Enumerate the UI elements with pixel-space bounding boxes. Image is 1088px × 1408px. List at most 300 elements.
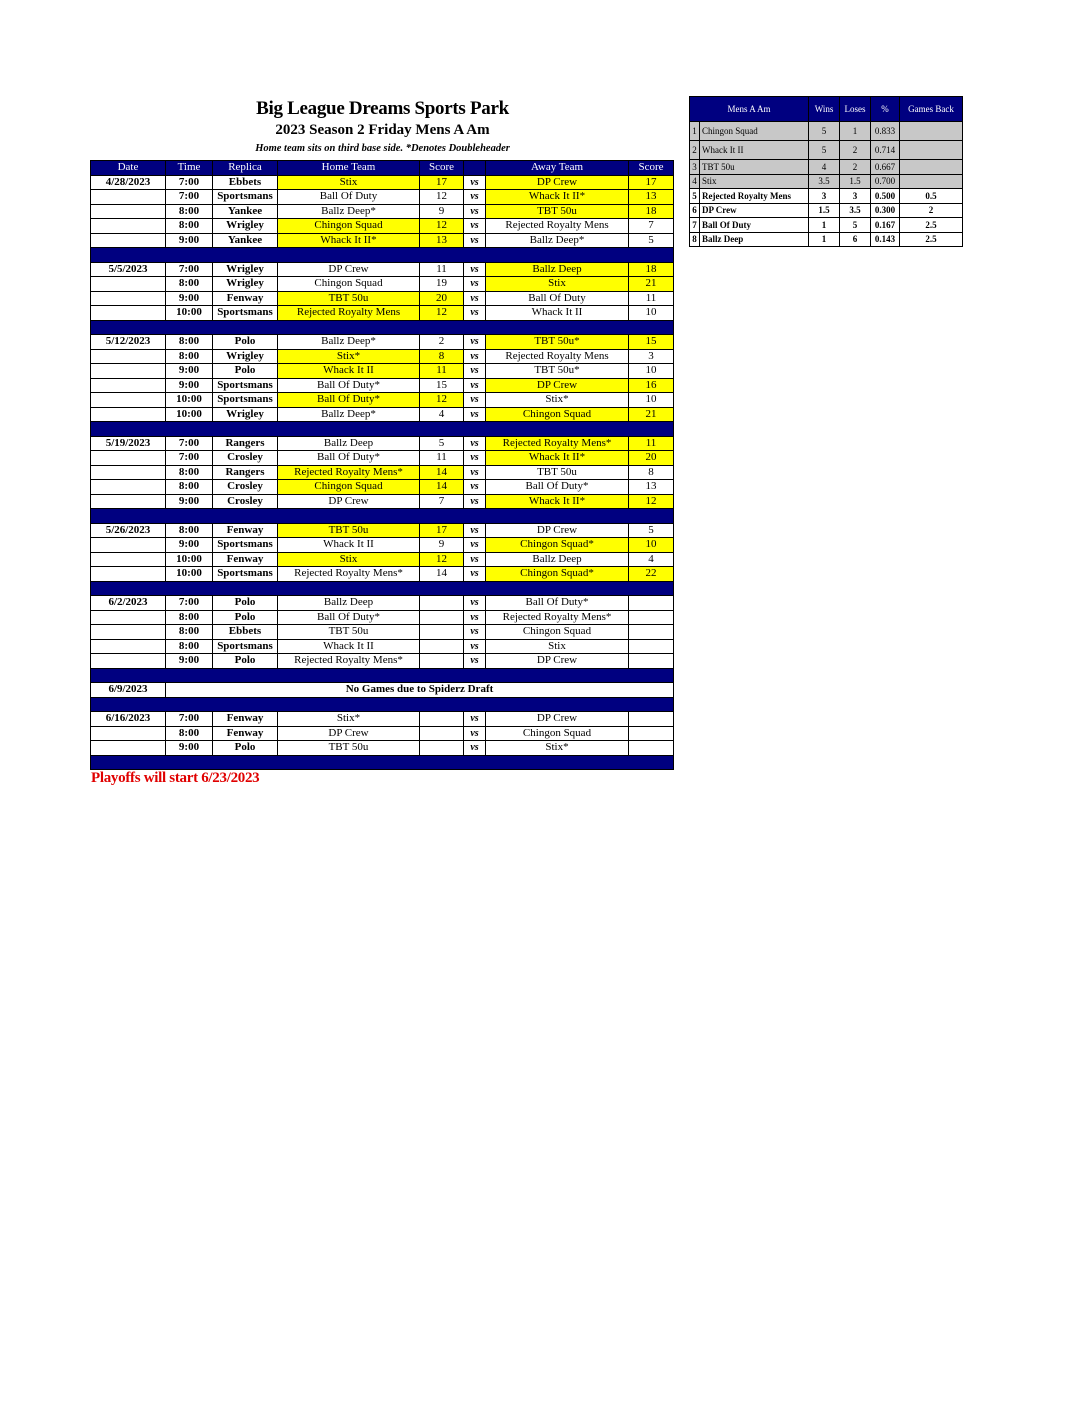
- away-score: 18: [629, 204, 674, 219]
- home-team: Ballz Deep*: [278, 204, 420, 219]
- standings-wins: 1.5: [809, 203, 840, 218]
- vs-label: vs: [464, 523, 486, 538]
- standings-loses: 1.5: [840, 174, 871, 189]
- game-date: [91, 567, 166, 582]
- game-time: 10:00: [166, 552, 213, 567]
- away-team: Rejected Royalty Mens: [486, 219, 629, 234]
- standings-wins: 1: [809, 218, 840, 233]
- standings-header-pct: %: [871, 97, 900, 122]
- home-score: 14: [420, 567, 464, 582]
- home-team: Stix*: [278, 712, 420, 727]
- game-date: [91, 625, 166, 640]
- vs-label: vs: [464, 190, 486, 205]
- away-team: Whack It II*: [486, 451, 629, 466]
- home-team: Rejected Royalty Mens: [278, 306, 420, 321]
- game-date: [91, 654, 166, 669]
- game-time: 7:00: [166, 712, 213, 727]
- game-date: [91, 741, 166, 756]
- vs-label: vs: [464, 219, 486, 234]
- home-score: 12: [420, 190, 464, 205]
- away-team: TBT 50u*: [486, 364, 629, 379]
- game-time: 9:00: [166, 233, 213, 248]
- game-row: [91, 364, 674, 379]
- game-field: Wrigley: [213, 262, 278, 277]
- home-team: Ballz Deep: [278, 596, 420, 611]
- away-score: [629, 654, 674, 669]
- game-row: [91, 306, 674, 321]
- game-row: [91, 436, 674, 451]
- game-time: 7:00: [166, 436, 213, 451]
- home-score: [420, 654, 464, 669]
- away-team: Stix: [486, 277, 629, 292]
- home-score: 14: [420, 480, 464, 495]
- game-date: [91, 349, 166, 364]
- game-field: Crosley: [213, 451, 278, 466]
- home-score: 20: [420, 291, 464, 306]
- game-date: [91, 233, 166, 248]
- away-score: [629, 625, 674, 640]
- away-team: Ballz Deep: [486, 262, 629, 277]
- standings-pct: 0.167: [871, 218, 900, 233]
- away-team: DP Crew: [486, 523, 629, 538]
- game-date: 6/9/2023: [91, 683, 166, 698]
- home-score: 14: [420, 465, 464, 480]
- col-header-home-team: Home Team: [278, 161, 420, 176]
- game-date: 6/16/2023: [91, 712, 166, 727]
- col-header-date: Date: [91, 161, 166, 176]
- game-date: [91, 364, 166, 379]
- game-time: 8:00: [166, 335, 213, 350]
- week-separator: [91, 422, 674, 437]
- away-team: Chingon Squad*: [486, 538, 629, 553]
- away-score: [629, 639, 674, 654]
- away-team: Stix*: [486, 393, 629, 408]
- standings-pct: 0.667: [871, 160, 900, 175]
- vs-label: vs: [464, 726, 486, 741]
- standings-team: DP Crew: [700, 203, 809, 218]
- vs-label: vs: [464, 465, 486, 480]
- game-time: 7:00: [166, 175, 213, 190]
- home-team: Rejected Royalty Mens*: [278, 654, 420, 669]
- home-team: TBT 50u: [278, 741, 420, 756]
- home-team: Ballz Deep*: [278, 335, 420, 350]
- standings-team: TBT 50u: [700, 160, 809, 175]
- away-team: Ball Of Duty*: [486, 480, 629, 495]
- schedule-body: [91, 175, 674, 770]
- vs-label: vs: [464, 378, 486, 393]
- week-separator-bar: [91, 320, 674, 335]
- game-time: 7:00: [166, 262, 213, 277]
- game-field: Rangers: [213, 436, 278, 451]
- page-title: Big League Dreams Sports Park: [256, 98, 509, 119]
- home-team: Chingon Squad: [278, 277, 420, 292]
- home-team: Stix: [278, 175, 420, 190]
- game-row: [91, 480, 674, 495]
- game-field: Yankee: [213, 233, 278, 248]
- week-separator: [91, 697, 674, 712]
- vs-label: vs: [464, 436, 486, 451]
- col-header-replica: Replica: [213, 161, 278, 176]
- home-score: 11: [420, 364, 464, 379]
- game-row: [91, 349, 674, 364]
- away-team: Stix*: [486, 741, 629, 756]
- vs-label: vs: [464, 451, 486, 466]
- game-field: Polo: [213, 610, 278, 625]
- away-score: [629, 712, 674, 727]
- away-score: [629, 726, 674, 741]
- away-score: 21: [629, 407, 674, 422]
- game-time: 8:00: [166, 625, 213, 640]
- game-row: [91, 204, 674, 219]
- game-date: 4/28/2023: [91, 175, 166, 190]
- away-score: 22: [629, 567, 674, 582]
- home-score: 12: [420, 552, 464, 567]
- home-team: Chingon Squad: [278, 219, 420, 234]
- col-header-away-score: Score: [629, 161, 674, 176]
- standings-games-back: [900, 141, 963, 160]
- standings-header-games-back: Games Back: [900, 97, 963, 122]
- standings-team: Whack It II: [700, 141, 809, 160]
- vs-label: vs: [464, 277, 486, 292]
- game-field: Wrigley: [213, 277, 278, 292]
- away-team: Chingon Squad: [486, 726, 629, 741]
- standings-rank: 6: [690, 203, 700, 218]
- game-field: Sportsmans: [213, 393, 278, 408]
- week-separator: [91, 509, 674, 524]
- away-team: Rejected Royalty Mens*: [486, 610, 629, 625]
- week-separator-bar: [91, 509, 674, 524]
- away-score: 18: [629, 262, 674, 277]
- home-score: 12: [420, 219, 464, 234]
- away-score: 11: [629, 436, 674, 451]
- schedule-table: [90, 160, 674, 770]
- standings-games-back: [900, 160, 963, 175]
- home-team: Whack It II*: [278, 233, 420, 248]
- home-team: Stix: [278, 552, 420, 567]
- game-date: [91, 480, 166, 495]
- game-time: 8:00: [166, 277, 213, 292]
- vs-label: vs: [464, 712, 486, 727]
- standings-pct: 0.833: [871, 122, 900, 141]
- vs-label: vs: [464, 654, 486, 669]
- home-score: 11: [420, 451, 464, 466]
- standings-wins: 3.5: [809, 174, 840, 189]
- home-team: DP Crew: [278, 262, 420, 277]
- away-team: Ball Of Duty*: [486, 596, 629, 611]
- vs-label: vs: [464, 639, 486, 654]
- game-row: [91, 378, 674, 393]
- standings-header-wins: Wins: [809, 97, 840, 122]
- game-date: [91, 277, 166, 292]
- game-row: [91, 538, 674, 553]
- standings-team: Rejected Royalty Mens: [700, 189, 809, 204]
- home-team: Stix*: [278, 349, 420, 364]
- home-score: 17: [420, 523, 464, 538]
- game-row: [91, 523, 674, 538]
- standings-header-row: [690, 97, 963, 122]
- header-note: Home team sits on third base side. *Denotes Doubleheader: [255, 143, 510, 154]
- away-team: Chingon Squad: [486, 407, 629, 422]
- game-time: 8:00: [166, 639, 213, 654]
- home-score: [420, 741, 464, 756]
- game-date: 5/19/2023: [91, 436, 166, 451]
- standings-loses: 3.5: [840, 203, 871, 218]
- vs-label: vs: [464, 291, 486, 306]
- game-row: [91, 219, 674, 234]
- game-time: 10:00: [166, 393, 213, 408]
- game-time: 7:00: [166, 451, 213, 466]
- home-score: 19: [420, 277, 464, 292]
- week-separator-bar: [91, 668, 674, 683]
- game-field: Polo: [213, 364, 278, 379]
- away-score: [629, 610, 674, 625]
- game-date: [91, 726, 166, 741]
- game-row: [91, 741, 674, 756]
- standings-row: [690, 203, 963, 218]
- vs-label: vs: [464, 407, 486, 422]
- standings-rank: 3: [690, 160, 700, 175]
- vs-label: vs: [464, 335, 486, 350]
- game-date: [91, 407, 166, 422]
- standings-body: [690, 122, 963, 247]
- home-team: DP Crew: [278, 494, 420, 509]
- home-team: Ball Of Duty*: [278, 610, 420, 625]
- no-games-notice: No Games due to Spiderz Draft: [166, 683, 674, 698]
- standings-row: [690, 189, 963, 204]
- vs-label: vs: [464, 306, 486, 321]
- standings-games-back: [900, 122, 963, 141]
- game-row: [91, 291, 674, 306]
- game-row: [91, 726, 674, 741]
- home-score: 9: [420, 538, 464, 553]
- away-team: Rejected Royalty Mens: [486, 349, 629, 364]
- game-row: [91, 639, 674, 654]
- game-field: Sportsmans: [213, 567, 278, 582]
- standings-wins: 5: [809, 122, 840, 141]
- standings-loses: 3: [840, 189, 871, 204]
- away-score: 15: [629, 335, 674, 350]
- game-date: [91, 219, 166, 234]
- standings-team: Ballz Deep: [700, 232, 809, 247]
- standings-rank: 8: [690, 232, 700, 247]
- home-score: 2: [420, 335, 464, 350]
- game-row: [91, 610, 674, 625]
- game-field: Polo: [213, 335, 278, 350]
- week-separator-bar: [91, 581, 674, 596]
- standings-row: [690, 160, 963, 175]
- away-team: Rejected Royalty Mens*: [486, 436, 629, 451]
- game-row: [91, 451, 674, 466]
- game-row: [91, 712, 674, 727]
- vs-label: vs: [464, 625, 486, 640]
- vs-label: vs: [464, 567, 486, 582]
- away-score: 7: [629, 219, 674, 234]
- home-score: [420, 712, 464, 727]
- vs-label: vs: [464, 233, 486, 248]
- away-team: Whack It II*: [486, 494, 629, 509]
- game-date: [91, 552, 166, 567]
- vs-label: vs: [464, 741, 486, 756]
- game-time: 8:00: [166, 349, 213, 364]
- home-team: Rejected Royalty Mens*: [278, 567, 420, 582]
- game-date: 5/12/2023: [91, 335, 166, 350]
- game-date: [91, 494, 166, 509]
- standings-loses: 2: [840, 141, 871, 160]
- home-score: 13: [420, 233, 464, 248]
- home-score: 9: [420, 204, 464, 219]
- away-score: [629, 741, 674, 756]
- standings-header-loses: Loses: [840, 97, 871, 122]
- standings-table: [689, 96, 963, 247]
- game-field: Sportsmans: [213, 538, 278, 553]
- game-field: Fenway: [213, 291, 278, 306]
- away-team: DP Crew: [486, 654, 629, 669]
- game-field: Fenway: [213, 726, 278, 741]
- game-row: [91, 335, 674, 350]
- game-row: [91, 393, 674, 408]
- vs-label: vs: [464, 610, 486, 625]
- vs-label: vs: [464, 175, 486, 190]
- standings-team: Stix: [700, 174, 809, 189]
- standings-games-back: 2.5: [900, 218, 963, 233]
- standings-loses: 2: [840, 160, 871, 175]
- game-time: 9:00: [166, 494, 213, 509]
- game-field: Ebbets: [213, 625, 278, 640]
- away-score: 11: [629, 291, 674, 306]
- week-separator: [91, 320, 674, 335]
- standings-games-back: [900, 174, 963, 189]
- home-score: 15: [420, 378, 464, 393]
- standings-row: [690, 218, 963, 233]
- standings-pct: 0.714: [871, 141, 900, 160]
- away-team: Ball Of Duty: [486, 291, 629, 306]
- away-team: TBT 50u*: [486, 335, 629, 350]
- away-score: [629, 596, 674, 611]
- col-header-vs: [464, 161, 486, 176]
- game-date: [91, 378, 166, 393]
- game-time: 8:00: [166, 726, 213, 741]
- game-time: 8:00: [166, 465, 213, 480]
- game-date: [91, 306, 166, 321]
- standings-rank: 1: [690, 122, 700, 141]
- away-team: Chingon Squad*: [486, 567, 629, 582]
- standings-row: [690, 174, 963, 189]
- home-score: 11: [420, 262, 464, 277]
- game-time: 7:00: [166, 596, 213, 611]
- away-score: 10: [629, 393, 674, 408]
- game-time: 9:00: [166, 654, 213, 669]
- away-team: Whack It II*: [486, 190, 629, 205]
- game-field: Polo: [213, 654, 278, 669]
- game-time: 8:00: [166, 204, 213, 219]
- vs-label: vs: [464, 204, 486, 219]
- game-row: [91, 494, 674, 509]
- home-team: TBT 50u: [278, 291, 420, 306]
- game-time: 8:00: [166, 480, 213, 495]
- game-field: Sportsmans: [213, 190, 278, 205]
- game-time: 10:00: [166, 407, 213, 422]
- game-field: Sportsmans: [213, 306, 278, 321]
- standings-row: [690, 232, 963, 247]
- game-date: [91, 204, 166, 219]
- game-field: Fenway: [213, 523, 278, 538]
- home-team: Ballz Deep: [278, 436, 420, 451]
- game-time: 9:00: [166, 291, 213, 306]
- away-score: 10: [629, 306, 674, 321]
- away-score: 8: [629, 465, 674, 480]
- standings-wins: 4: [809, 160, 840, 175]
- home-score: 5: [420, 436, 464, 451]
- home-team: Ball Of Duty: [278, 190, 420, 205]
- home-score: 12: [420, 306, 464, 321]
- game-time: 9:00: [166, 378, 213, 393]
- game-row: [91, 407, 674, 422]
- game-field: Wrigley: [213, 219, 278, 234]
- game-row: [91, 596, 674, 611]
- week-separator: [91, 581, 674, 596]
- game-date: [91, 451, 166, 466]
- game-row: [91, 233, 674, 248]
- away-score: 20: [629, 451, 674, 466]
- away-team: DP Crew: [486, 712, 629, 727]
- game-date: [91, 538, 166, 553]
- standings-wins: 3: [809, 189, 840, 204]
- home-team: Whack It II: [278, 364, 420, 379]
- away-score: 4: [629, 552, 674, 567]
- away-score: 10: [629, 364, 674, 379]
- week-separator-bar: [91, 248, 674, 263]
- standings-team: Ball Of Duty: [700, 218, 809, 233]
- game-time: 8:00: [166, 610, 213, 625]
- game-row: [91, 277, 674, 292]
- home-team: DP Crew: [278, 726, 420, 741]
- home-score: 7: [420, 494, 464, 509]
- home-score: [420, 596, 464, 611]
- game-time: 8:00: [166, 523, 213, 538]
- home-score: 17: [420, 175, 464, 190]
- col-header-home-score: Score: [420, 161, 464, 176]
- game-date: [91, 465, 166, 480]
- standings-games-back: 2.5: [900, 232, 963, 247]
- standings-games-back: 2: [900, 203, 963, 218]
- standings-rank: 2: [690, 141, 700, 160]
- game-time: 10:00: [166, 306, 213, 321]
- vs-label: vs: [464, 393, 486, 408]
- away-score: 16: [629, 378, 674, 393]
- home-team: Ball Of Duty*: [278, 451, 420, 466]
- away-score: 17: [629, 175, 674, 190]
- home-team: Whack It II: [278, 639, 420, 654]
- week-separator-bar: [91, 422, 674, 437]
- away-team: Ballz Deep: [486, 552, 629, 567]
- vs-label: vs: [464, 364, 486, 379]
- game-field: Ebbets: [213, 175, 278, 190]
- game-row: [91, 625, 674, 640]
- game-date: [91, 393, 166, 408]
- game-time: 9:00: [166, 538, 213, 553]
- away-score: 12: [629, 494, 674, 509]
- vs-label: vs: [464, 262, 486, 277]
- game-row: [91, 175, 674, 190]
- standings-team: Chingon Squad: [700, 122, 809, 141]
- away-score: 21: [629, 277, 674, 292]
- away-team: DP Crew: [486, 175, 629, 190]
- home-score: [420, 610, 464, 625]
- away-team: Chingon Squad: [486, 625, 629, 640]
- home-team: Whack It II: [278, 538, 420, 553]
- standings-loses: 1: [840, 122, 871, 141]
- vs-label: vs: [464, 480, 486, 495]
